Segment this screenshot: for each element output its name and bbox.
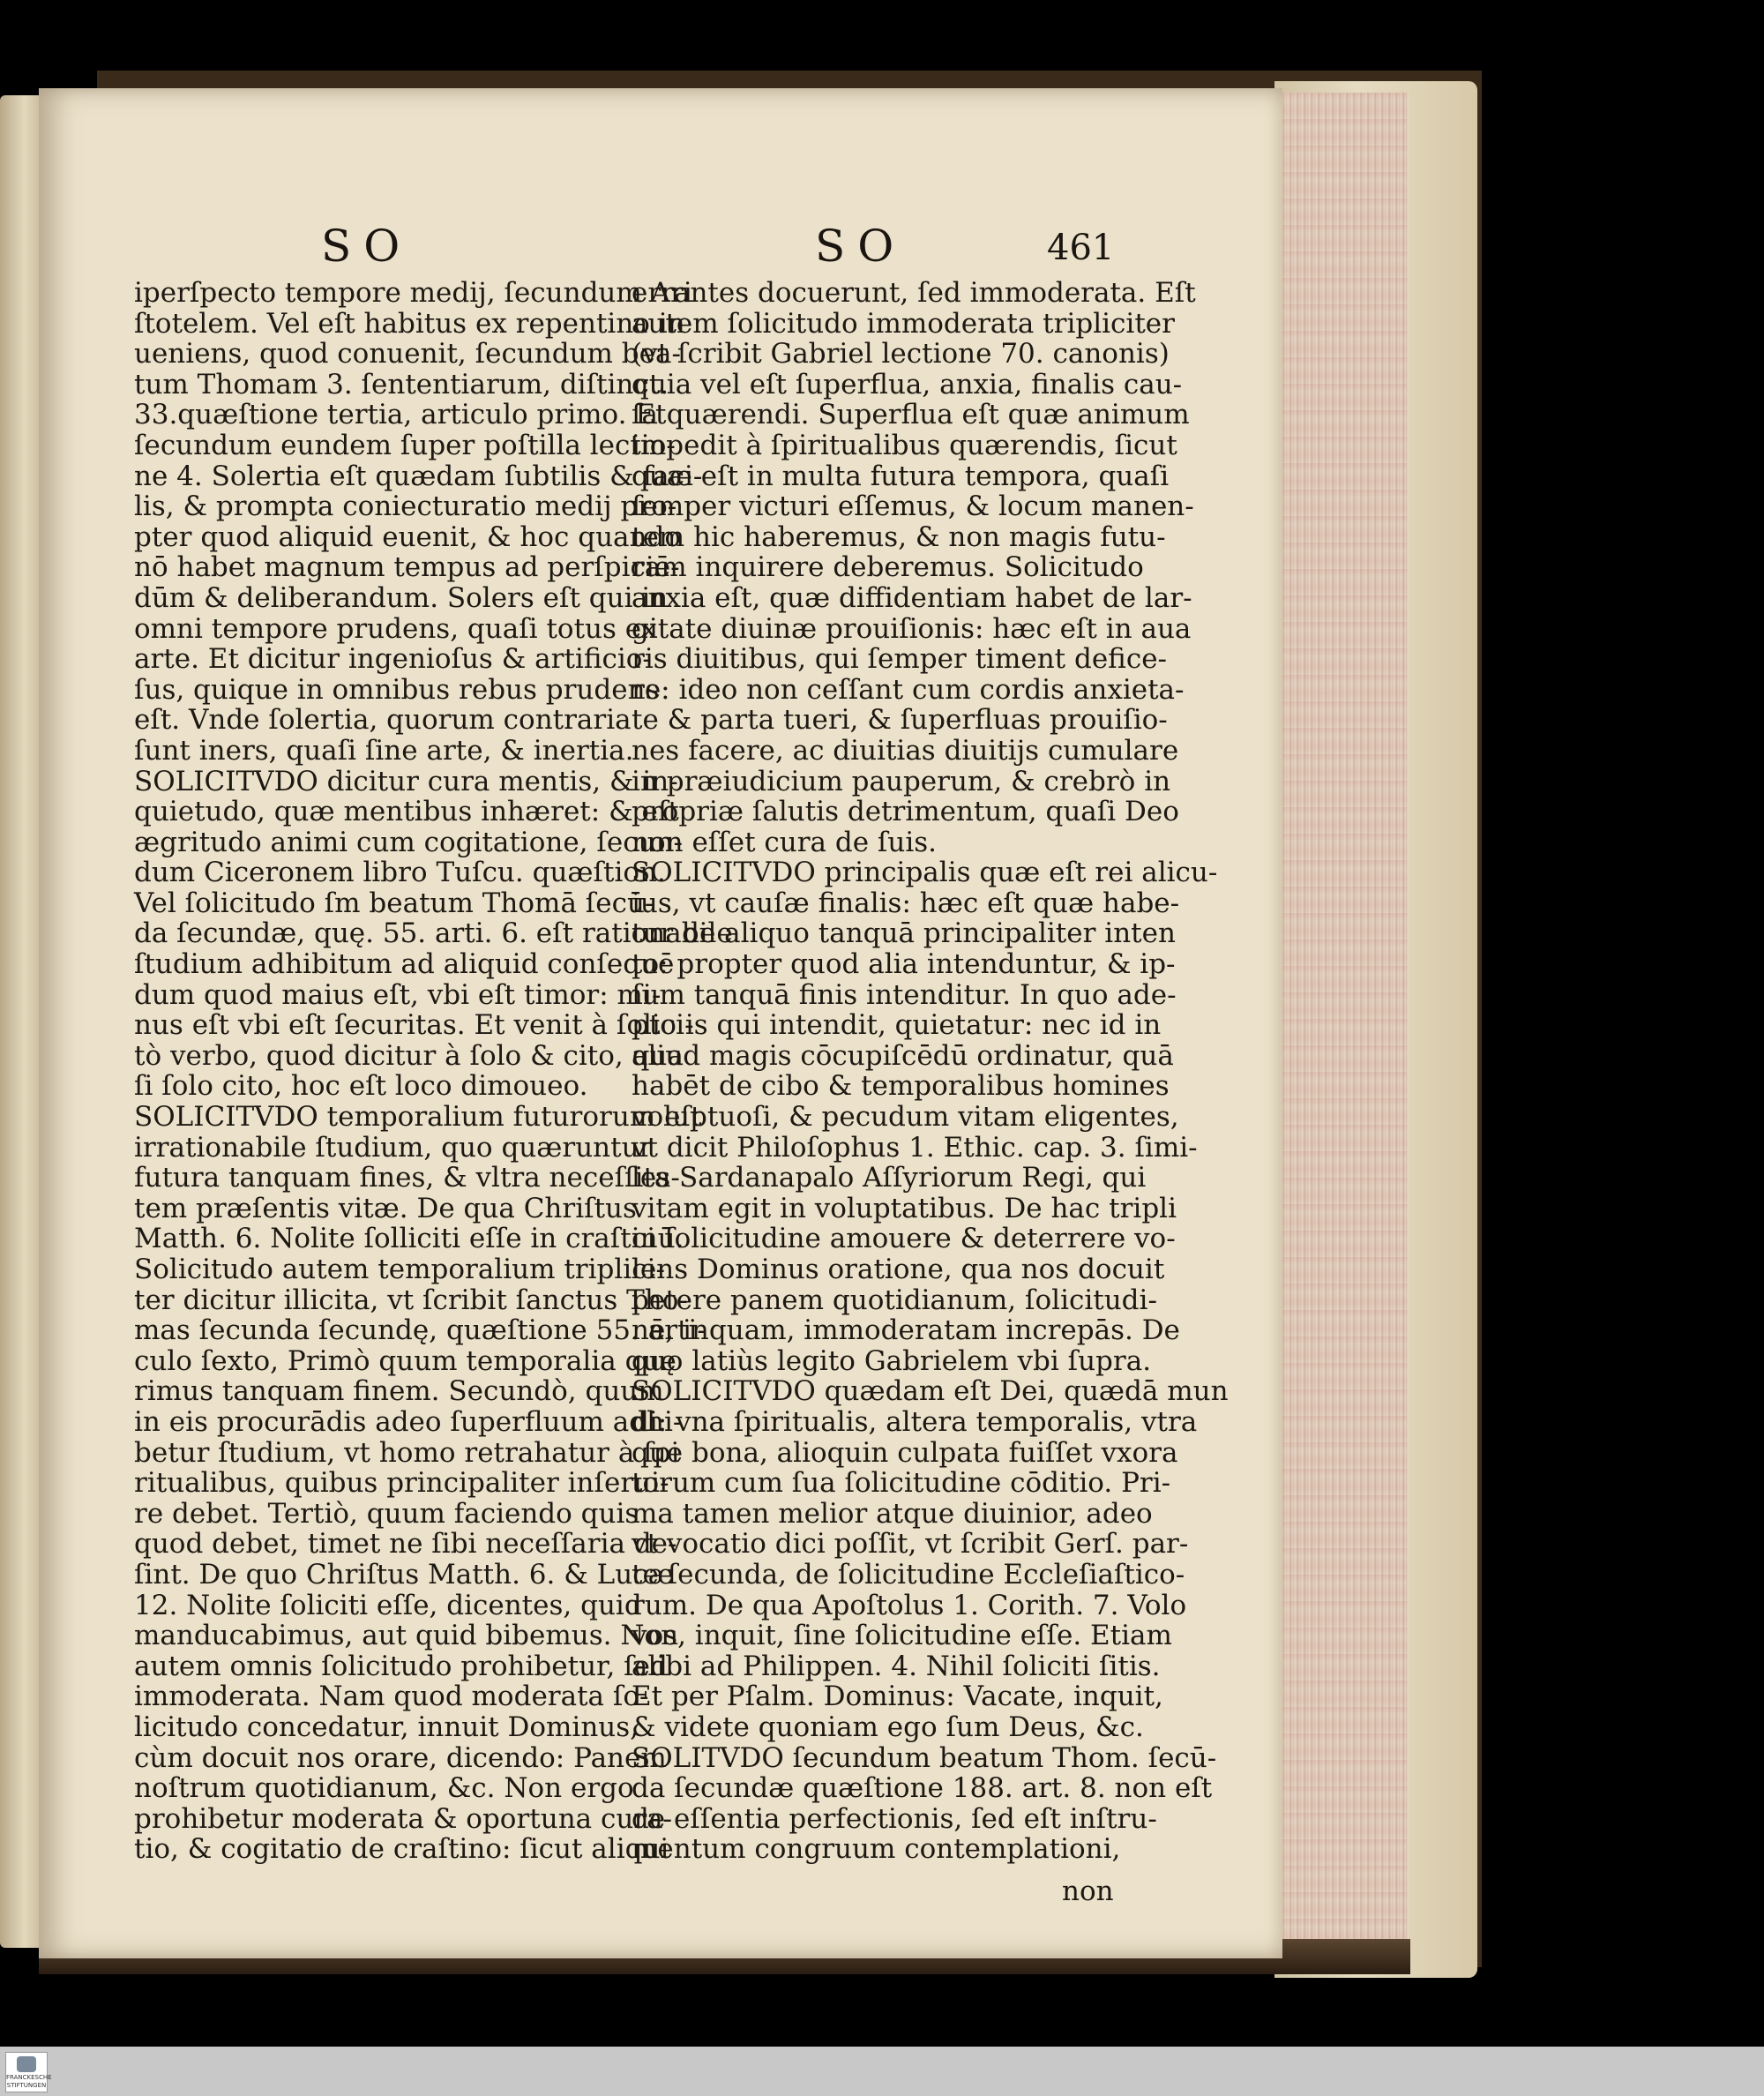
text-line: ma tamen melior atque diuinior, adeo xyxy=(632,1497,1153,1530)
text-line: ris diuitibus, qui ſemper timent defice- xyxy=(632,643,1168,676)
text-line: in præiudicium pauperum, & crebrò in xyxy=(632,765,1171,797)
text-line: to: propter quod alia intenduntur, & ip- xyxy=(632,948,1176,981)
running-head-right: SO xyxy=(815,221,907,272)
text-line: tum Thomam 3. ſententiarum, diſtinct. xyxy=(134,368,669,400)
text-line: da ſecundæ, quę. 55. arti. 6. eſt rationabile xyxy=(134,917,733,950)
text-line: autem omnis ſolicitudo prohibetur, ſed xyxy=(134,1650,668,1682)
text-line: di: vna ſpiritualis, altera temporalis, vtra xyxy=(632,1405,1198,1438)
text-line: (vt ſcribit Gabriel lectione 70. canonis) xyxy=(632,338,1170,371)
text-line: quia vel eſt ſuperflua, anxia, finalis cau- xyxy=(632,368,1183,400)
text-line: te & parta tueri, & ſuperfluas prouiſio- xyxy=(632,704,1168,737)
text-line: ritualibus, quibus principaliter inſerui- xyxy=(134,1467,669,1500)
text-line: omni tempore prudens, quaſi totus ex xyxy=(134,612,657,645)
text-line: tò verbo, quod dicitur à ſolo & cito, qua xyxy=(134,1039,684,1072)
text-line: rum. De qua Apoſtolus 1. Corith. 7. Volo xyxy=(632,1589,1187,1621)
text-line: SOLICITVDO dicitur cura mentis, & in- xyxy=(134,765,678,797)
text-line: ci ſolicitudine amouere & deterrere vo- xyxy=(632,1223,1176,1255)
institution-logo xyxy=(5,2052,52,2092)
text-line: dūm & deliberandum. Solers eſt qui in xyxy=(134,581,669,614)
text-line: que bona, alioquin culpata fuiſſet vxora xyxy=(632,1436,1178,1469)
text-line: da ſecundæ quæſtione 188. art. 8. non eſt xyxy=(632,1772,1213,1805)
text-line: vt dicit Philoſophus 1. Ethic. cap. 3. ſimi- xyxy=(632,1131,1198,1164)
text-line: Et per Pſalm. Dominus: Vacate, inquit, xyxy=(632,1681,1163,1713)
text-line: ſint. De quo Chriſtus Matth. 6. & Lucæ xyxy=(134,1558,674,1591)
viewer-footer-bar xyxy=(0,2047,1764,2096)
text-line: lens Dominus oratione, qua nos docuit xyxy=(632,1254,1165,1285)
right-text-column xyxy=(632,277,1229,1866)
text-line: vt vocatio dici poſſit, vt ſcribit Gerſ. par- xyxy=(632,1528,1189,1561)
text-line: ſus, quique in omnibus rebus prudens xyxy=(134,673,660,706)
text-line: ſunt iners, quaſi ſine arte, & inertia. xyxy=(134,734,634,767)
text-line: SOLICITVDO temporalium futurorum eſt xyxy=(134,1101,702,1134)
text-line: habēt de cibo & temporalibus homines xyxy=(632,1070,1170,1103)
text-line: iperſpecto tempore medij, ſecundum Ari xyxy=(134,277,692,309)
text-line: dum quod maius eſt, vbi eſt timor: mi- xyxy=(134,978,662,1011)
text-line: 12. Nolite ſoliciti eſſe, dicentes, quid xyxy=(134,1589,642,1621)
text-line: Vel ſolicitudo ſm beatum Thomā ſecū- xyxy=(134,887,654,919)
text-line: & videte quoniam ego ſum Deus, &c. xyxy=(632,1710,1144,1743)
text-line: ſum tanquā finis intenditur. In quo ade- xyxy=(632,978,1177,1011)
text-line: ſtudium adhibitum ad aliquid conſequē xyxy=(134,948,675,981)
text-line: 33.quæſtione tertia, articulo primo. Et xyxy=(134,399,667,431)
text-line: re: ideo non ceſſant cum cordis anxieta- xyxy=(632,673,1185,706)
text-line: nus eſt vbi eſt ſecuritas. Et venit à ſolici- xyxy=(134,1009,694,1042)
text-line: prohibetur moderata & oportuna cura- xyxy=(134,1802,673,1835)
text-line: futura tanquam fines, & vltra neceſſita- xyxy=(134,1162,680,1194)
text-line: eſt. Vnde ſolertia, quorum contraria xyxy=(134,704,632,737)
page-number: 461 xyxy=(1047,228,1115,268)
book-page xyxy=(39,88,1282,1958)
text-line: errantes docuerunt, ſed immoderata. Eſt xyxy=(632,277,1196,309)
text-line: dum Ciceronem libro Tuſcu. quæſtion. xyxy=(134,857,666,889)
left-page-edge xyxy=(0,95,41,1948)
text-line: pter quod aliquid euenit, & hoc quando xyxy=(134,520,681,553)
text-line: ueniens, quod conuenit, ſecundum bea- xyxy=(134,338,681,371)
text-line: mentum congruum contemplationi, xyxy=(632,1833,1121,1866)
red-speckled-edge xyxy=(1270,93,1407,1958)
text-line: re debet. Tertiò, quum faciendo quis xyxy=(134,1497,639,1530)
text-line: vos, inquit, ſine ſolicitudine eſſe. Etiam xyxy=(632,1620,1172,1652)
logo-icon xyxy=(17,2056,36,2072)
text-line: torum cum ſua ſolicitudine cōditio. Pri- xyxy=(632,1467,1171,1500)
text-line: tem præſentis vitæ. De qua Chriſtus xyxy=(134,1192,637,1224)
text-line: ius, vt cauſæ finalis: hæc eſt quæ habe- xyxy=(632,887,1180,919)
text-line: ſecundum eundem ſuper poſtilla lectio- xyxy=(134,429,676,461)
text-line: rimus tanquam finem. Secundò, quum xyxy=(134,1375,664,1408)
text-line: irrationabile ſtudium, quo quæruntur xyxy=(134,1131,653,1164)
text-line: culo ſexto, Primò quum temporalia quę xyxy=(134,1344,676,1377)
text-line: pto is qui intendit, quietatur: nec id in xyxy=(632,1009,1162,1042)
text-line: immoderata. Nam quod moderata ſo- xyxy=(134,1681,649,1713)
text-line: quietudo, quæ mentibus inhæret: & eſt xyxy=(134,796,679,828)
text-line: tem hic haberemus, & non magis futu- xyxy=(632,520,1166,553)
text-line: impedit à ſpiritualibus quærendis, ſicut xyxy=(632,429,1177,461)
text-line: autem ſolicitudo immoderata tripliciter xyxy=(632,307,1175,340)
left-text-column xyxy=(134,277,733,1866)
text-line: tio, & cogitatio de craſtino: ſicut aliqui xyxy=(134,1833,669,1866)
text-line: propriæ ſalutis detrimentum, quaſi Deo xyxy=(632,796,1179,828)
text-line: ſa quærendi. Superflua eſt quæ animum xyxy=(632,399,1190,431)
text-line: nō habet magnum tempus ad perſpiciē- xyxy=(134,551,680,584)
text-line: ægritudo animi cum cogitatione, ſecun- xyxy=(134,826,683,858)
text-line: ſtotelem. Vel eſt habitus ex repentino in xyxy=(134,307,685,340)
text-line: arte. Et dicitur ingenioſus & artificio- xyxy=(134,643,652,676)
text-line: lis, & prompta coniecturatio medij pro- xyxy=(134,490,677,523)
text-line: manducabimus, aut quid bibemus. Non xyxy=(134,1620,679,1652)
text-line: SOLITVDO ſecundum beatum Thom. ſecū- xyxy=(632,1741,1217,1774)
text-line: cùm docuit nos orare, dicendo: Panem xyxy=(134,1741,667,1774)
text-line: SOLICITVDO principalis quæ eſt rei alicu- xyxy=(632,857,1218,889)
text-line: mas ſecunda ſecundę, quæſtione 55. arti- xyxy=(134,1314,706,1347)
text-line: betur ſtudium, vt homo retrahatur à ſpi xyxy=(134,1436,680,1469)
text-line: ram inquirere deberemus. Solicitudo xyxy=(632,551,1144,584)
text-line: les Sardanapalo Aſſyriorum Regi, qui xyxy=(632,1162,1147,1194)
text-line: alibi ad Philippen. 4. Nihil ſoliciti ſitis. xyxy=(632,1650,1161,1682)
text-line: quæ eſt in multa futura tempora, quaſi xyxy=(632,460,1170,492)
text-line: in eis procurādis adeo ſuperfluum adhi- xyxy=(134,1405,683,1438)
text-line: voluptuoſi, & pecudum vitam eligentes, xyxy=(632,1101,1179,1134)
logo-text: FRANCKESCHE STIFTUNGEN xyxy=(6,2074,52,2089)
text-line: de eſſentia perfectionis, ſed eſt inſtru- xyxy=(632,1802,1157,1835)
text-line: ſemper victuri eſſemus, & locum manen- xyxy=(632,490,1194,523)
text-line: ne 4. Solertia eſt quædam ſubtilis & faci- xyxy=(134,460,703,492)
text-line: vitam egit in voluptatibus. De hac tripli xyxy=(632,1192,1177,1224)
text-line: ter dicitur illicita, vt ſcribit ſanctus Tho- xyxy=(134,1284,688,1316)
text-line: ſi ſolo cito, hoc eſt loco dimoueo. xyxy=(134,1070,588,1103)
text-line: Matth. 6. Nolite ſolliciti eſſe in craſtinū. xyxy=(134,1223,684,1255)
text-line: anxia eſt, quæ diffidentiam habet de lar- xyxy=(632,581,1192,614)
text-line: nes facere, ac diuitias diuitijs cumulare xyxy=(632,734,1179,767)
text-line: aliud magis cōcupiſcēdū ordinatur, quā xyxy=(632,1039,1174,1072)
text-line: te ſecunda, de ſolicitudine Eccleſiaſtico- xyxy=(632,1558,1185,1591)
text-line: quo latiùs legito Gabrielem vbi ſupra. xyxy=(632,1344,1152,1377)
text-line: tur de aliquo tanquā principaliter inten xyxy=(632,917,1176,950)
text-line: Solicitudo autem temporalium triplici- xyxy=(134,1254,665,1285)
text-line: quod debet, timet ne ſibi neceſſaria de- xyxy=(134,1528,677,1561)
running-head-left: SO xyxy=(321,221,413,272)
text-line: gitate diuinæ prouiſionis: hæc eſt in aua xyxy=(632,612,1192,645)
text-line: noſtrum quotidianum, &c. Non ergo xyxy=(134,1772,634,1805)
text-line: petere panem quotidianum, ſolicitudi- xyxy=(632,1284,1157,1316)
text-line: non eſſet cura de ſuis. xyxy=(632,826,938,858)
text-line: SOLICITVDO quædam eſt Dei, quædā mun xyxy=(632,1375,1229,1408)
text-line: licitudo concedatur, innuit Dominus, xyxy=(134,1710,639,1743)
text-line: nē, inquam, immoderatam increpās. De xyxy=(632,1314,1180,1347)
catchword: non xyxy=(1062,1875,1114,1907)
